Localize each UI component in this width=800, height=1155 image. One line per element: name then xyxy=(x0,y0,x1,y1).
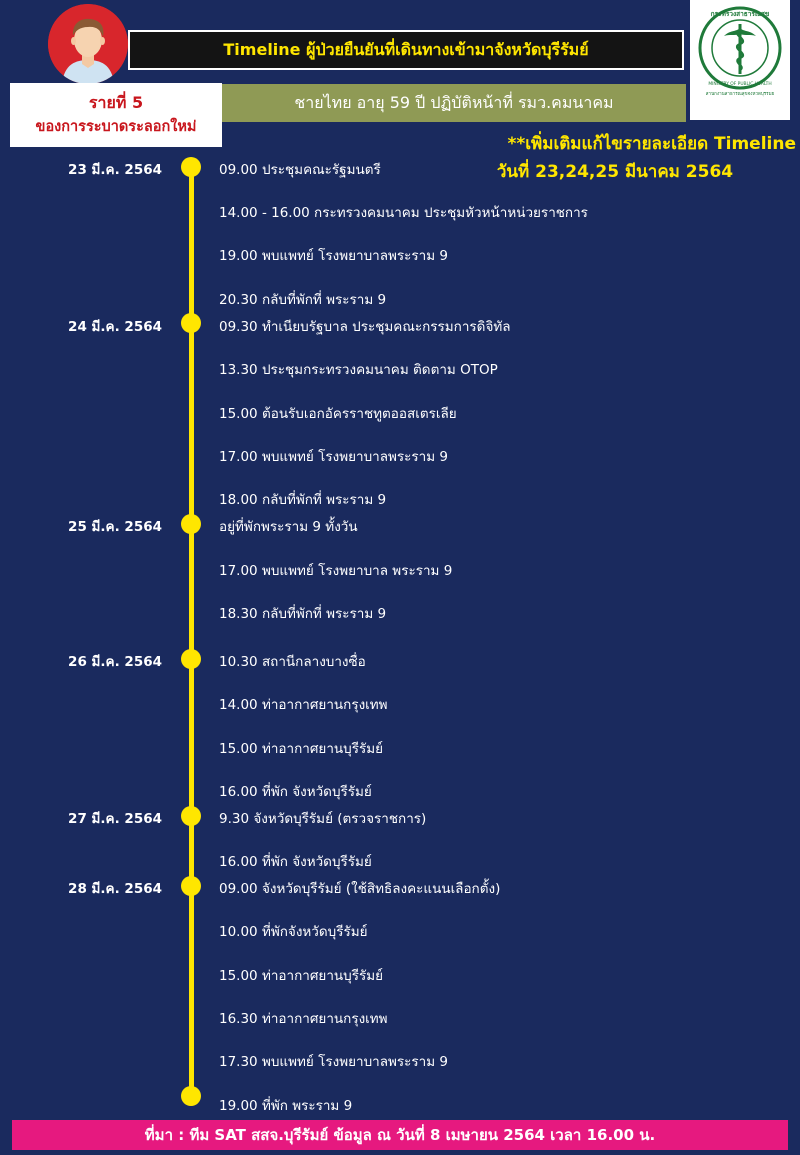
timeline-event: 19.00 ที่พัก พระราม 9 xyxy=(219,1098,353,1114)
page-title: Timeline ผู้ป่วยยืนยันที่เดินทางเข้ามาจังหวัดบุรีรัมย์ xyxy=(223,39,589,59)
timeline-date: 27 มี.ค. 2564 xyxy=(68,811,162,827)
timeline-event: 10.30 สถานีกลางบางซื่อ xyxy=(219,654,366,670)
source-text: ที่มา : ทีม SAT สสจ.บุรีรัมย์ ข้อมูล ณ วันที่ 8 เมษายน 2564 เวลา 16.00 น. xyxy=(144,1126,656,1144)
update-note-line2: วันที่ 23,24,25 มีนาคม 2564 xyxy=(496,162,734,182)
timeline-event: 10.00 ที่พักจังหวัดบุรีรัมย์ xyxy=(219,924,368,940)
title-bar xyxy=(128,30,684,70)
timeline-event: 16.00 ที่พัก จังหวัดบุรีรัมย์ xyxy=(219,784,372,800)
case-wave: ของการระบาดระลอกใหม่ xyxy=(35,119,197,135)
timeline-event: 14.00 ท่าอากาศยานกรุงเทพ xyxy=(219,697,388,713)
timeline-event: 9.30 จังหวัดบุรีรัมย์ (ตรวจราชการ) xyxy=(219,811,427,827)
ministry-logo xyxy=(690,0,790,120)
timeline-dot xyxy=(181,514,201,534)
logo-top-text: กระทรวงสาธารณสุข xyxy=(710,10,770,18)
timeline-date: 26 มี.ค. 2564 xyxy=(68,654,162,670)
timeline-event: 13.30 ประชุมกระทรวงคมนาคม ติดตาม OTOP xyxy=(219,362,498,378)
timeline-event: 18.30 กลับที่พักที่ พระราม 9 xyxy=(219,606,387,622)
timeline-event: 19.00 พบแพทย์ โรงพยาบาลพระราม 9 xyxy=(219,248,449,264)
patient-info: ชายไทย อายุ 59 ปี ปฏิบัติหน้าที่ รมว.คมนาคม xyxy=(294,92,614,112)
timeline-event: 20.30 กลับที่พักที่ พระราม 9 xyxy=(219,292,387,308)
timeline-event: 16.00 ที่พัก จังหวัดบุรีรัมย์ xyxy=(219,854,372,870)
timeline-event: 15.00 ท่าอากาศยานบุรีรัมย์ xyxy=(219,968,384,984)
timeline-dot xyxy=(181,876,201,896)
timeline-event: 16.30 ท่าอากาศยานกรุงเทพ xyxy=(219,1011,388,1027)
patient-info-bar xyxy=(222,84,686,122)
update-note-line1: **เพิ่มเติมแก้ไขรายละเอียด Timeline xyxy=(507,134,796,154)
timeline-event: 09.00 ประชุมคณะรัฐมนตรี xyxy=(219,162,381,178)
timeline-event: 14.00 - 16.00 กระทรวงคมนาคม ประชุมหัวหน้าหน่วยราชการ xyxy=(219,205,588,221)
timeline-event: 15.00 ต้อนรับเอกอัครราชทูตออสเตรเลีย xyxy=(219,406,457,422)
logo-sub-text: สำนักงานสาธารณสุขจังหวัดบุรีรัมย์ xyxy=(705,92,775,97)
timeline-event: 17.00 พบแพทย์ โรงพยาบาล พระราม 9 xyxy=(219,563,453,579)
timeline-event: 17.00 พบแพทย์ โรงพยาบาลพระราม 9 xyxy=(219,449,449,465)
timeline-event: 17.30 พบแพทย์ โรงพยาบาลพระราม 9 xyxy=(219,1054,449,1070)
case-label xyxy=(10,83,222,147)
update-note xyxy=(434,130,796,186)
timeline-event: 09.00 จังหวัดบุรีรัมย์ (ใช้สิทธิลงคะแนนเลือกตั้ง) xyxy=(219,881,501,897)
case-number: รายที่ 5 xyxy=(88,93,144,112)
source-footer xyxy=(12,1120,788,1150)
timeline-event: อยู่ที่พักพระราม 9 ทั้งวัน xyxy=(219,519,358,535)
logo-en-text: MINISTRY OF PUBLIC HEALTH xyxy=(708,82,772,87)
timeline-dot xyxy=(181,806,201,826)
timeline-dot xyxy=(181,1086,201,1106)
timeline-date: 25 มี.ค. 2564 xyxy=(68,519,162,535)
timeline-date: 24 มี.ค. 2564 xyxy=(68,319,162,335)
ministry-of-public-health-logo xyxy=(694,6,786,90)
timeline-event: 09.30 ทำเนียบรัฐบาล ประชุมคณะกรรมการดิจิทัล xyxy=(219,319,511,335)
timeline-dot xyxy=(181,313,201,333)
timeline-date: 23 มี.ค. 2564 xyxy=(68,162,162,178)
timeline-axis xyxy=(189,166,194,1098)
timeline-event: 18.00 กลับที่พักที่ พระราม 9 xyxy=(219,492,387,508)
person-avatar-icon xyxy=(48,4,128,84)
timeline-event: 15.00 ท่าอากาศยานบุรีรัมย์ xyxy=(219,741,384,757)
timeline-date: 28 มี.ค. 2564 xyxy=(68,881,162,897)
timeline-dot xyxy=(181,157,201,177)
timeline-dot xyxy=(181,649,201,669)
